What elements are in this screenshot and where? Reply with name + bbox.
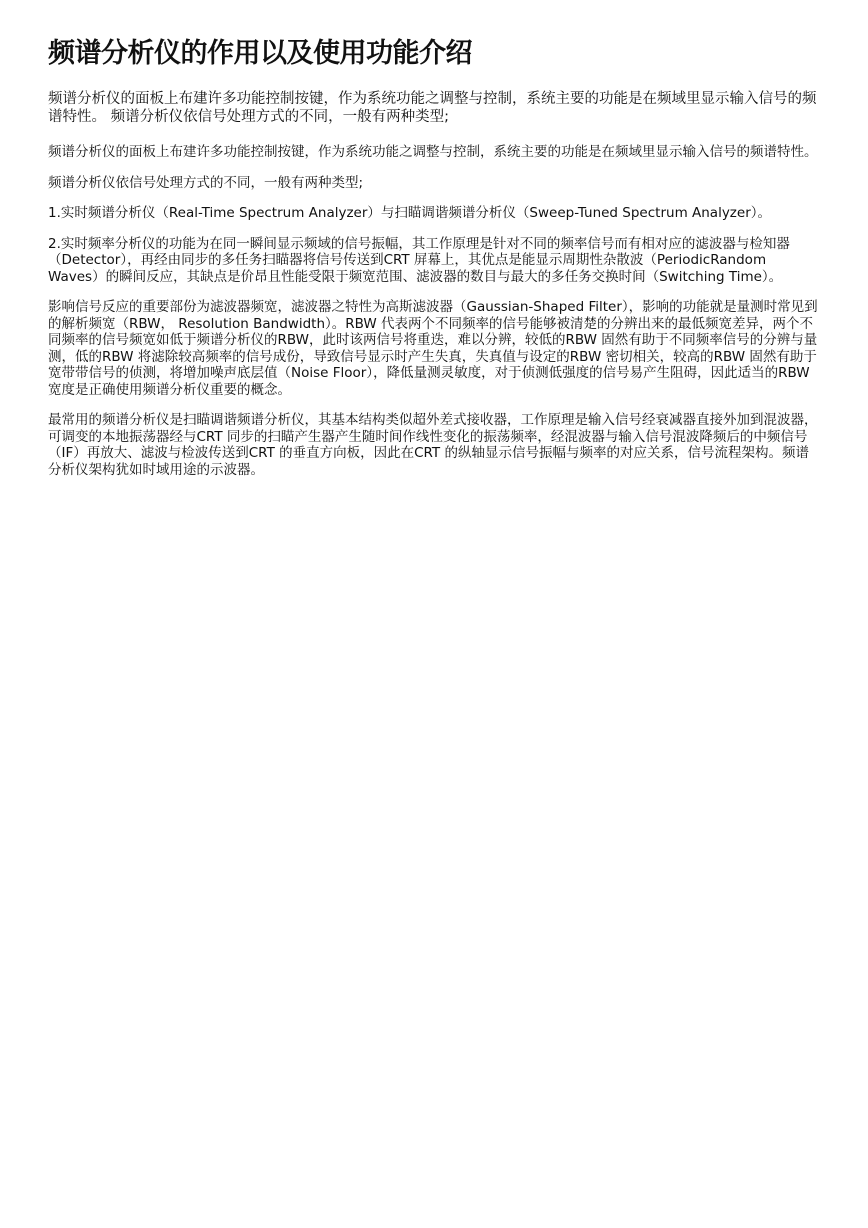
body-paragraph-1: 频谱分析仪的面板上布建许多功能控制按键，作为系统功能之调整与控制，系统主要的功能是在频域里显示输入信号的频谱特性。 [48,144,818,160]
body-paragraph-3: 1.实时频谱分析仪（Real-Time Spectrum Analyzer）与扫瞄调谐频谱分析仪（Sweep-Tuned Spectrum Analyzer）。 [48,205,772,221]
body-paragraph-6: 最常用的频谱分析仪是扫瞄调谐频谱分析仪，其基本结构类似超外差式接收器，工作原理是输入信号经衰减器直接外加到混波器，可调变的本地振荡器经与CRT 同步的扫瞄产生器产生随时间作线性变化的振荡频率，经混波器与输入信号混波降频后的中频信号（IF）再放大、滤波与检波传送到CRT 的垂直方向板，因此在CRT 的纵轴显示信号振幅与频率的对应关系，信号流程架构。频谱分析仪架构犹如时域用途的示波器。 [48,412,818,478]
document-title: 频谱分析仪的作用以及使用功能介绍 [48,38,472,69]
body-paragraph-2: 频谱分析仪依信号处理方式的不同，一般有两种类型; [48,174,364,191]
body-paragraph-4: 2.实时频率分析仪的功能为在同一瞬间显示频域的信号振幅，其工作原理是针对不同的频率信号而有相对应的滤波器与检知器（Detector），再经由同步的多任务扫瞄器将信号传送到CRT 屏幕上，其优点是能显示周期性杂散波（PeriodicRandom Waves）的瞬间反应，其缺点是价昂且性能受限于频宽范围、滤波器的数目与最大的多任务交换时间（Switching Time）。 [48,235,790,285]
body-paragraph-5: 影响信号反应的重要部份为滤波器频宽，滤波器之特性为高斯滤波器（Gaussian-Shaped Filter），影响的功能就是量测时常见到的解析频宽（RBW， Resolution Bandwidth）。RBW 代表两个不同频率的信号能够被清楚的分辨出来的最低频宽差异，两个不同频率的信号频宽如低于频谱分析仪的RBW，此时该两信号将重迭，难以分辨，较低的RBW 固然有助于不同频率信号的分辨与量测，低的RBW 将滤除较高频率的信号成份，导致信号显示时产生失真，失真值与设定的RBW 密切相关，较高的RBW 固然有助于宽带带信号的侦测，将增加噪声底层值（Noise Floor），降低量测灵敏度，对于侦测低强度的信号易产生阻碍，因此适当的RBW 宽度是正确使用频谱分析仪重要的概念。 [48,299,818,398]
document-page [48,34,820,478]
intro-paragraph: 频谱分析仪的面板上布建许多功能控制按键，作为系统功能之调整与控制，系统主要的功能是在频域里显示输入信号的频谱特性。 频谱分析仪依信号处理方式的不同，一般有两种类型; [48,91,817,125]
